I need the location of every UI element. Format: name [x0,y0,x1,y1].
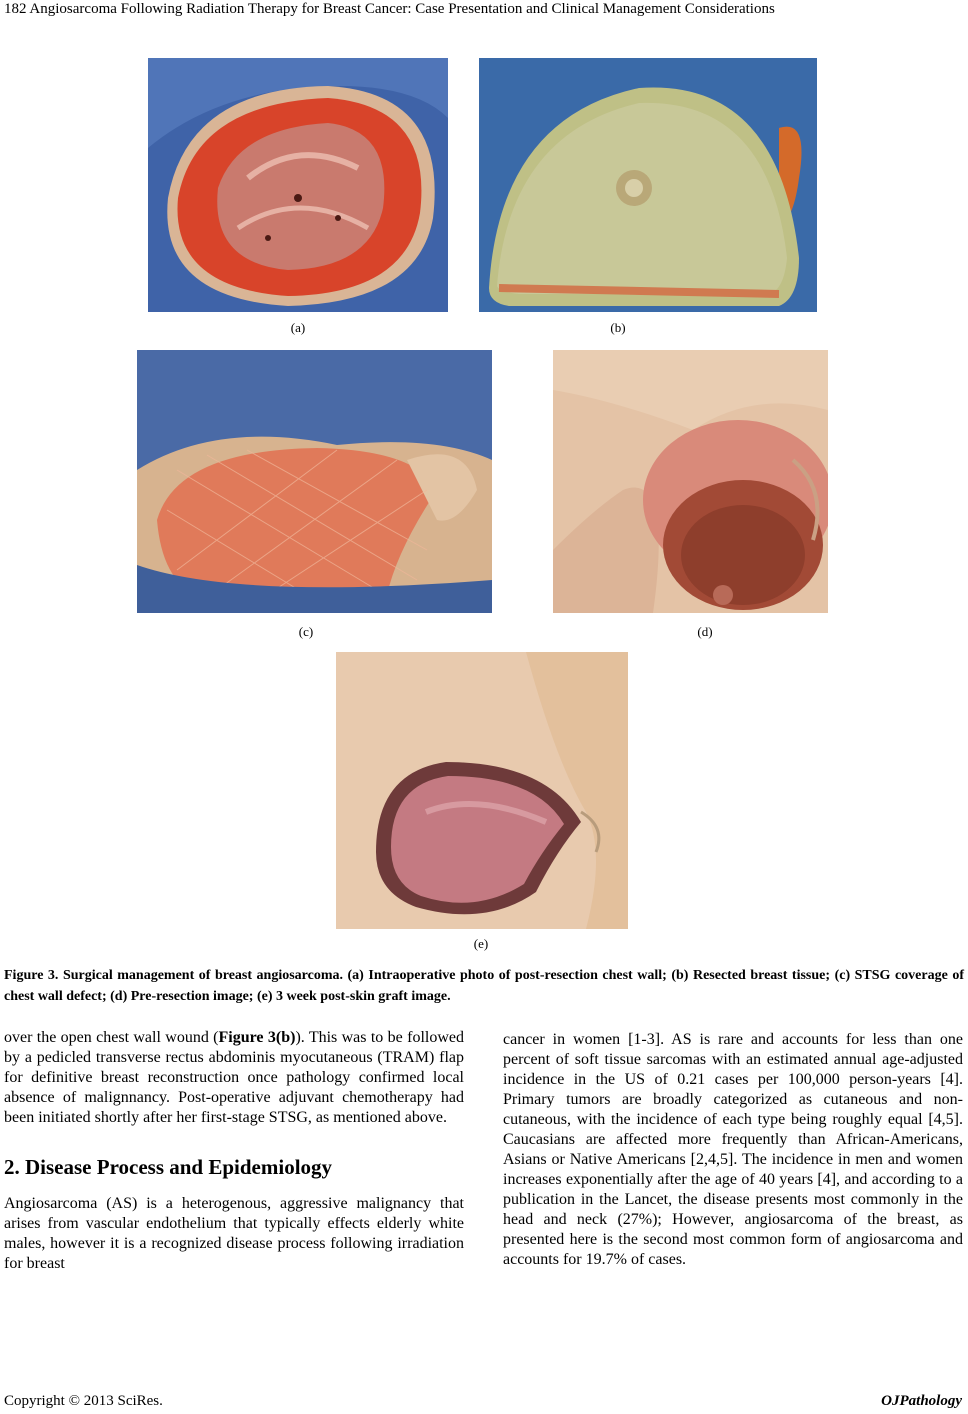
resected-breast-tissue-icon [479,58,817,312]
left-paragraph-2: Angiosarcoma (AS) is a heterogenous, aggressive malignancy that arises from vascular endothelium that typically effects elderly white males, however it is a recognized disease process following irradiation for breast [4,1195,464,1272]
right-paragraph-1: cancer in women [1-3]. AS is rare and accounts for less than one percent of soft tissue sarcomas with an estimated annual age-adjusted incidence in the US of 0.21 cases per 100,000 person-years [4]. Primary tumors are broadly categorized as cutaneous and non-cutaneous, with the incidence of each type being roughly equal [4,5]. Caucasians are affected more frequently than African-Americans, Asians or Native Americans [2,4,5]. The incidence in men and women increases exponentially after the age of 40 years [4], and according to a publication in the Lancet, the disease presents most commonly in the head and neck (27%); However, angiosarcoma of the breast, as presented here is the second most common form of angiosarcoma and accounts for 19.7% of cases. [503,1031,963,1268]
intraoperative-chest-wall-icon [148,58,448,312]
left-paragraph-1: over the open chest wall wound (Figure 3(b)). This was to be followed by a pedicled transverse rectus abdominis myocutaneous (TRAM) flap for definitive breast reconstruction once pathology confirmed local absence of malignnancy. Post-operative adjuvant chemotherapy had been initiated shortly after her first-stage STSG, as mentioned above. [4,1029,464,1126]
stsg-coverage-icon [137,350,492,613]
figure-panel-b-photo [479,58,817,312]
right-column [503,1030,963,1270]
figure-panel-a-photo [148,58,448,312]
figure-panel-d-photo [553,350,828,613]
post-graft-icon [336,652,628,929]
left-column [4,1028,464,1274]
figure-panel-a-label: (a) [290,320,306,335]
figure-panel-b-label: (b) [610,320,626,335]
section-heading: 2. Disease Process and Epidemiology [4,1155,333,1179]
figure-reference: Figure 3(b) [218,1029,296,1046]
pre-resection-icon [553,350,828,613]
figure-panel-e-photo [336,652,628,929]
figure-panel-c-label: (c) [298,624,314,639]
figure-panel-c-photo [137,350,492,613]
figure-caption: Figure 3. Surgical management of breast angiosarcoma. (a) Intraoperative photo of post-resection chest wall; (b) Resected breast tissue; (c) STSG coverage of chest wall defect; (d) Pre-resection image; (e) 3 week post-skin graft image. [4,968,964,1004]
footer-journal: OJPathology [881,1393,962,1409]
figure-panel-d-label: (d) [697,624,713,639]
figure-panel-e-label: (e) [473,936,489,951]
footer-copyright: Copyright © 2013 SciRes. [4,1393,163,1409]
running-header: 182 Angiosarcoma Following Radiation Therapy for Breast Cancer: Case Presentation and Clinical Management Considerations [4,1,775,17]
